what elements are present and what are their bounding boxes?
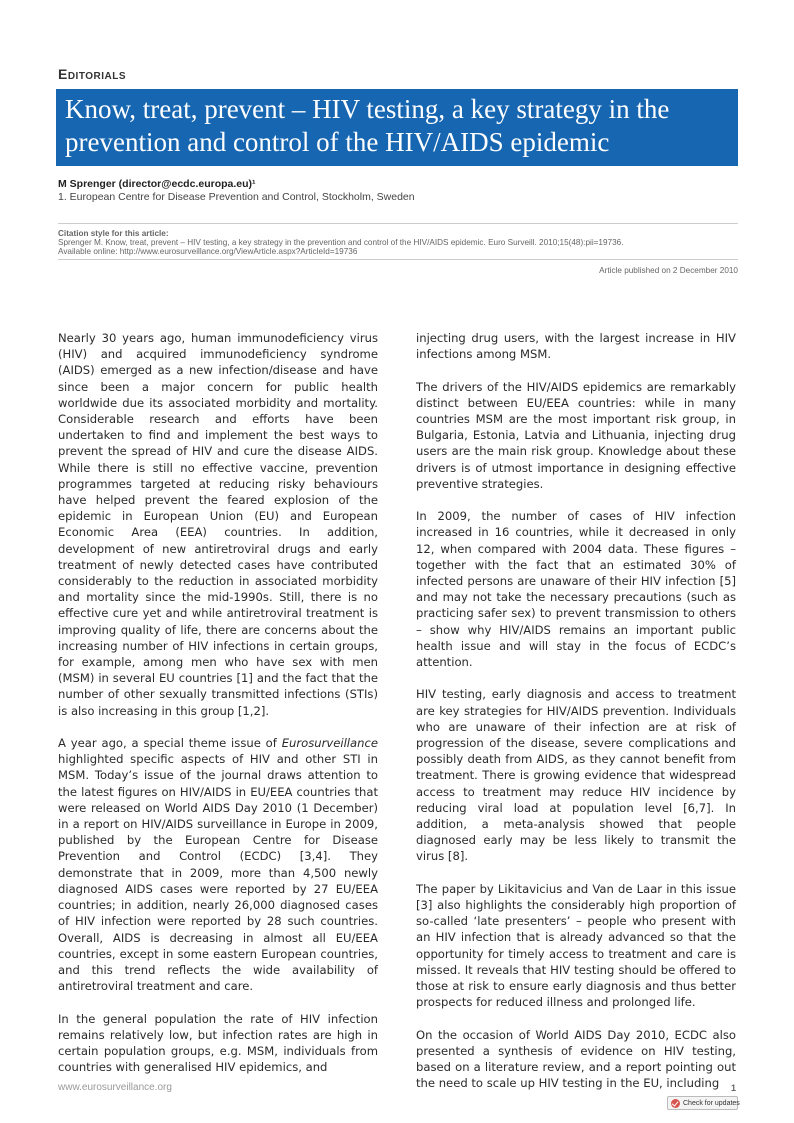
left-column [58,330,378,1075]
section-label: Editorials [58,66,127,82]
paragraph: On the occasion of World AIDS Day 2010, ECDC also presented a synthesis of evidence on HIV testing, based on a literature review, and a report pointing out the need to scale up HIV testing in the EU, including [416,1027,736,1091]
citation-url[interactable]: Available online: http://www.eurosurveillance.org/ViewArticle.aspx?ArticleId=19736 [58,247,358,256]
paragraph: Nearly 30 years ago, human immunodeficiency virus (HIV) and acquired immunodeficiency syndrome (AIDS) emerged as a new infection/disease and have since been a major concern for public health worldwide due its associated morbidity and mortality. Considerable research and efforts have been undertaken to find and implement the best ways to prevent the spread of HIV and cure the disease AIDS. While there is still no effective vaccine, prevention programmes targeted at reducing risky behaviours have helped prevent the feared explosion of the epidemic in European Union (EU) and European Economic Area (EEA) countries. In addition, development of new antiretroviral drugs and early treatment of newly detected cases have contributed considerably to the reduction in associated morbidity and mortality since the mid-1990s. Still, there is no effective cure yet and while antiretroviral treatment is improving quality of life, there are concerns about the increasing number of HIV infections in certain groups, for example, among men who have sex with men (MSM) in several EU countries [1] and the fact that the number of other sexually transmitted infections (STIs) is also increasing in this group [1,2]. [58,331,378,718]
citation-text: Sprenger M. Know, treat, prevent – HIV testing, a key strategy in the prevention and control of the HIV/AIDS epidemic. Euro Surveill. 2010;15(48):pii=19736. [58,238,624,247]
paragraph: In 2009, the number of cases of HIV infection increased in 16 countries, while it decreased in only 12, when compared with 2004 data. These figures – together with the fact that an estimated 30% of infected persons are unaware of their HIV infection [5] and may not take the necessary precautions (such as practicing safer sex) to prevent transmission to others – show why HIV/AIDS remains an important public health issue and will stay in the focus of ECDC’s attention. [416,509,736,670]
paragraph: injecting drug users, with the largest increase in HIV infections among MSM. [416,331,736,362]
right-column [416,330,736,1091]
footer-url[interactable]: www.eurosurveillance.org [58,1082,172,1093]
paragraph: A year ago, a special theme issue of Eurosurveillance highlighted specific aspects of HIV and other STI in MSM. Today’s issue of the journal draws attention to the latest figures on HIV/AIDS in EU/EEA countries that were released on World AIDS Day 2010 (1 December) in a report on HIV/AIDS surveillance in Europe in 2009, published by the European Centre for Disease Prevention and Control (ECDC) [3,4]. They demonstrate that in 2009, more than 4,500 newly diagnosed AIDS cases were reported by 27 EU/EEA countries; in addition, nearly 26,000 diagnosed cases of HIV infection were reported by 28 such countries. Overall, AIDS is decreasing in almost all EU/EEA countries, except in some eastern European countries, and this trend reflects the wide availability of antiretroviral treatment and care. [58,736,378,994]
divider-bottom [58,259,738,260]
paragraph: The paper by Likitavicius and Van de Laar in this issue [3] also highlights the considerably high proportion of so-called ‘late presenters’ – people who present with an HIV infection that is already advanced so that the opportunity for timely access to treatment and care is missed. It reveals that HIV testing should be offered to those at risk to ensure early diagnosis and thus better prospects for reduced illness and prolonged life. [416,881,736,1010]
check-for-updates-button[interactable] [667,1096,738,1110]
article-title [56,89,738,166]
affiliation: 1. European Centre for Disease Prevention and Control, Stockholm, Sweden [58,191,415,203]
journal-name: Eurosurveillance [281,736,378,751]
paragraph: In the general population the rate of HIV infection remains relatively low, but infection rates are high in certain population groups, e.g. MSM, individuals from countries with generalised HIV epidemics, and [58,1011,378,1075]
author: M Sprenger (director@ecdc.europa.eu)¹ [58,178,256,190]
check-updates-icon [671,1099,680,1108]
paragraph: HIV testing, early diagnosis and access to treatment are key strategies for HIV/AIDS prevention. Individuals who are unaware of their infection are at risk of progression of the disease, severe complications and possibly death from AIDS, as they cannot benefit from treatment. There is growing evidence that widespread access to treatment may reduce HIV incidence by reducing viral load at population level [6,7]. In addition, a meta-analysis showed that people diagnosed early may be less likely to transmit the virus [8]. [416,687,736,864]
paragraph: The drivers of the HIV/AIDS epidemics are remarkably distinct between EU/EEA countries: while in many countries MSM are the most important risk group, in Bulgaria, Estonia, Latvia and Lithuania, injecting drug users are the main risk group. Knowledge about these drivers is of utmost importance in designing effective preventive strategies. [416,379,736,491]
check-for-updates-label: Check for updates [683,1099,740,1107]
divider-top [58,223,738,224]
title-line-1: Know, treat, prevent – HIV testing, a key strategy in the [65,94,670,124]
published-date: Article published on 2 December 2010 [599,266,738,275]
citation-label: Citation style for this article: [58,229,169,238]
page-number: 1 [730,1083,736,1093]
title-line-2: prevention and control of the HIV/AIDS epidemic [65,127,610,157]
